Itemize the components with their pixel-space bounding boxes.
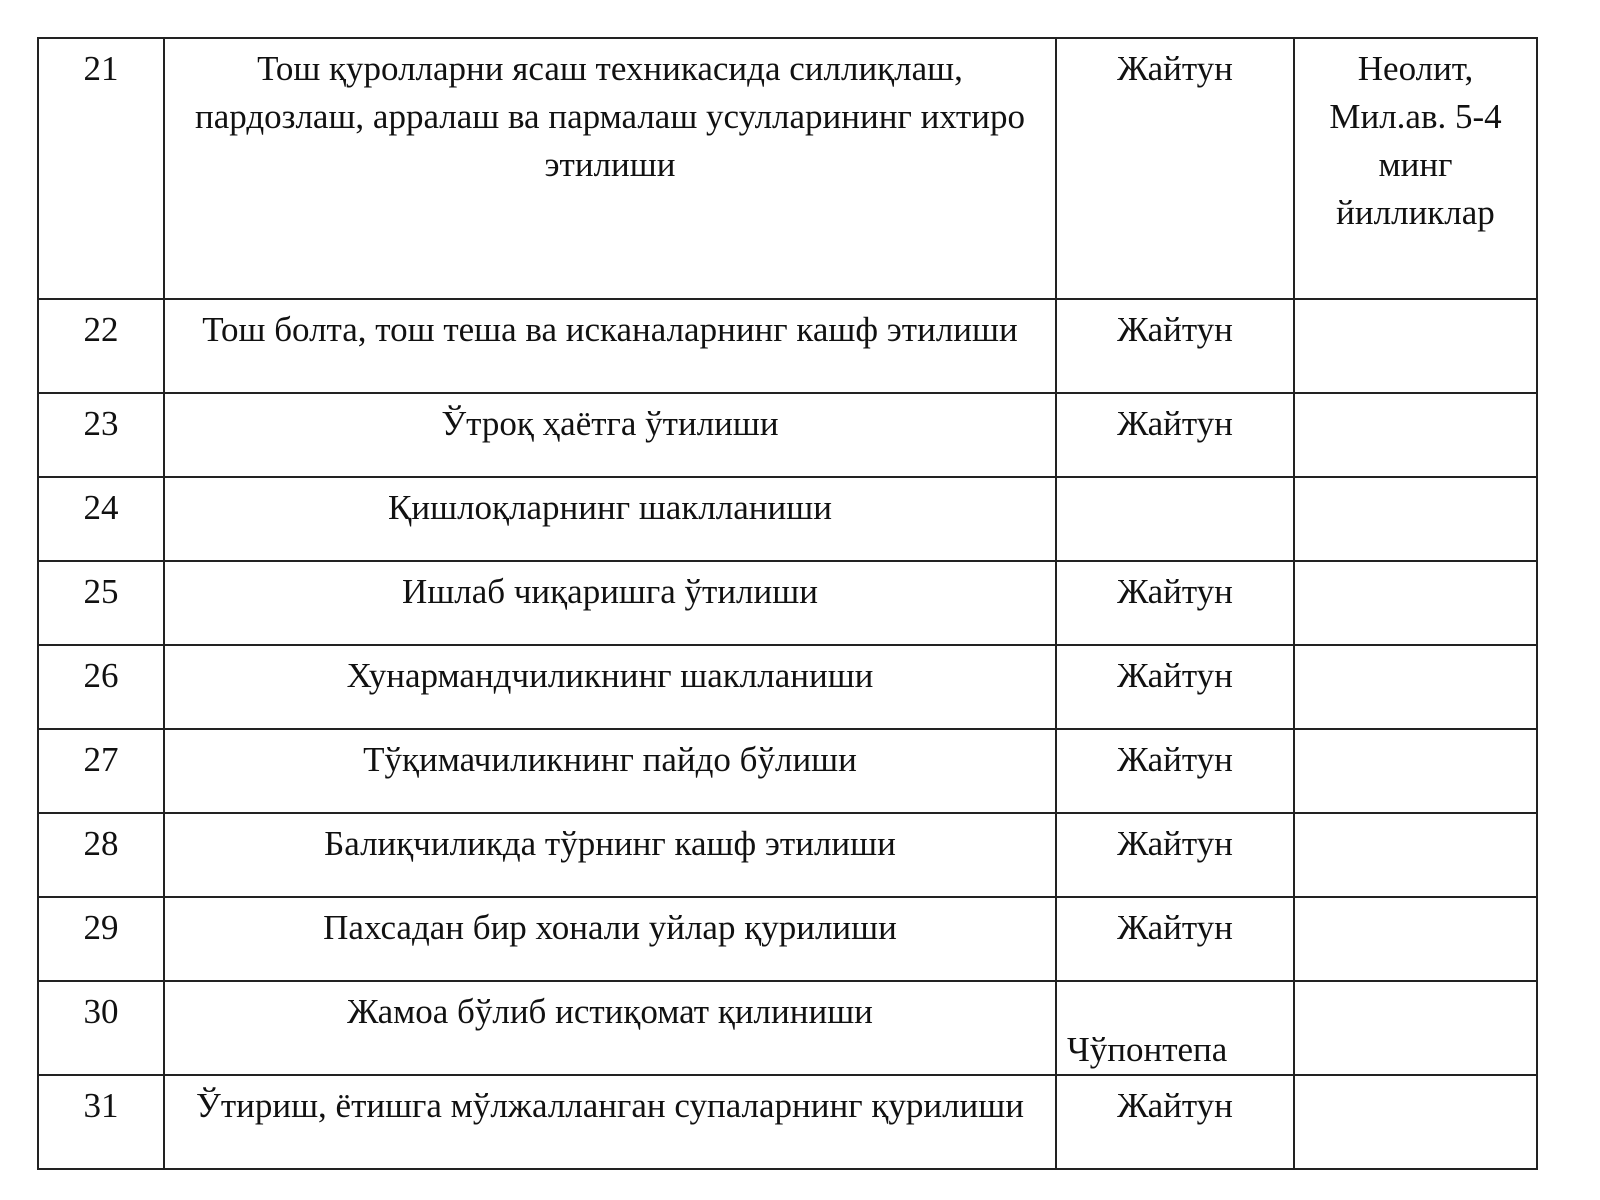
row-number: 31: [38, 1075, 164, 1169]
row-description: Тош болта, тош теша ва исканаларнинг кашф этилиши: [164, 299, 1056, 393]
row-era: [1294, 981, 1537, 1075]
row-site: Жайтун: [1056, 645, 1294, 729]
table-row: [38, 1075, 1537, 1169]
row-number: 23: [38, 393, 164, 477]
row-number: 24: [38, 477, 164, 561]
row-era: [1294, 813, 1537, 897]
row-description: Тош қуролларни ясаш техникасида силлиқлаш, пардозлаш, арралаш ва пармалаш усулларининг ихтиро этилиши: [164, 38, 1056, 299]
row-description: Ўтроқ ҳаётга ўтилиши: [164, 393, 1056, 477]
row-era: [1294, 897, 1537, 981]
row-era: [1294, 393, 1537, 477]
table-row: [38, 477, 1537, 561]
row-description: Тўқимачиликнинг пайдо бўлиши: [164, 729, 1056, 813]
table-row: [38, 38, 1537, 299]
row-era: [1294, 729, 1537, 813]
table-row: [38, 813, 1537, 897]
row-site: Жайтун: [1056, 299, 1294, 393]
row-number: 27: [38, 729, 164, 813]
row-site: Жайтун: [1056, 561, 1294, 645]
row-site: Жайтун: [1056, 897, 1294, 981]
row-era: Неолит, Мил.ав. 5-4 минг йилликлар: [1294, 38, 1537, 299]
row-number: 30: [38, 981, 164, 1075]
row-era: [1294, 645, 1537, 729]
row-description: Қишлоқларнинг шаклланиши: [164, 477, 1056, 561]
row-number: 26: [38, 645, 164, 729]
row-number: 28: [38, 813, 164, 897]
row-site: Жайтун: [1056, 813, 1294, 897]
row-era: [1294, 1075, 1537, 1169]
table-row: [38, 645, 1537, 729]
history-table: [37, 37, 1538, 1170]
row-era: [1294, 561, 1537, 645]
table-row: [38, 729, 1537, 813]
row-site: Жайтун: [1056, 38, 1294, 299]
row-number: 21: [38, 38, 164, 299]
table-row: [38, 299, 1537, 393]
row-era: [1294, 299, 1537, 393]
row-era: [1294, 477, 1537, 561]
row-description: Ўтириш, ётишга мўлжалланган супаларнинг қурилиши: [164, 1075, 1056, 1169]
row-number: 25: [38, 561, 164, 645]
row-description: Ишлаб чиқаришга ўтилиши: [164, 561, 1056, 645]
row-number: 29: [38, 897, 164, 981]
row-site: Жайтун: [1056, 393, 1294, 477]
row-site: Жайтун: [1056, 1075, 1294, 1169]
table-row: [38, 393, 1537, 477]
row-description: Жамоа бўлиб истиқомат қилиниши: [164, 981, 1056, 1075]
table-row: [38, 897, 1537, 981]
row-number: 22: [38, 299, 164, 393]
row-description: Хунармандчиликнинг шаклланиши: [164, 645, 1056, 729]
row-site: [1056, 477, 1294, 561]
row-description: Пахсадан бир хонали уйлар қурилиши: [164, 897, 1056, 981]
row-site: Жайтун: [1056, 729, 1294, 813]
row-site: Чўпонтепа: [1056, 981, 1294, 1075]
table-row: [38, 561, 1537, 645]
table-row: [38, 981, 1537, 1075]
row-description: Балиқчиликда тўрнинг кашф этилиши: [164, 813, 1056, 897]
